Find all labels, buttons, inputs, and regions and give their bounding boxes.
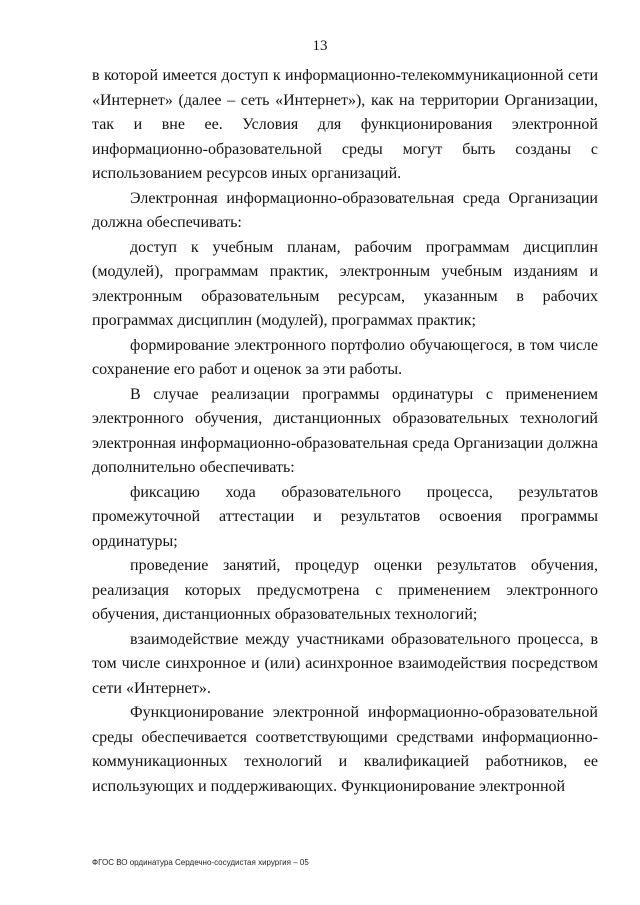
document-footer: ФГОС ВО ординатура Сердечно-сосудистая хирургия – 05 — [92, 858, 309, 867]
paragraph-e-learning-case: В случае реализации программы ординатуры с применением электронного обучения, дистанционных образовательных технологий электронная информационно-образовательная среда Организации должна дополнительно обеспечивать: — [92, 385, 598, 476]
paragraph-portfolio: формирование электронного портфолио обучающегося, в том числе сохранение его работ и оценок за эти работы. — [92, 336, 598, 378]
paragraph-interaction: взаимодействие между участниками образовательного процесса, в том числе синхронное и (или) асинхронное взаимодействия посредством сети «Интернет». — [92, 630, 598, 697]
paragraph-conducting-classes: проведение занятий, процедур оценки результатов обучения, реализация которых предусмотрена с применением электронного обучения, дистанционных образовательных технологий; — [92, 557, 598, 623]
paragraph-eios-requirements-intro: Электронная информационно-образовательная среда Организации должна обеспечивать: — [92, 189, 598, 231]
document-body — [92, 64, 598, 799]
paragraph-functioning: Функционирование электронной информационно-образовательной среды обеспечивается соответствующими средствами информационно-коммуникационных технологий и квалификацией работников, ее использующих и поддерживающих. Функционирование электронной — [92, 704, 598, 795]
paragraph-access-to-plans: доступ к учебным планам, рабочим программам дисциплин (модулей), программам практик, электронным учебным изданиям и электронным образовательным ресурсам, указанным в рабочих программах дисциплин (модулей), программах практик; — [92, 238, 598, 329]
page-number: 13 — [312, 38, 328, 54]
paragraph-fixation: фиксацию хода образовательного процесса, результатов промежуточной аттестации и результатов освоения программы ординатуры; — [92, 483, 598, 550]
paragraph-eios-access: в которой имеется доступ к информационно-телекоммуникационной сети «Интернет» (далее – сеть «Интернет»), как на территории Организации, так и вне ее. Условия для функционирования электронной информационно-образовательной среды могут быть созданы с использованием ресурсов иных организаций. — [92, 67, 598, 182]
